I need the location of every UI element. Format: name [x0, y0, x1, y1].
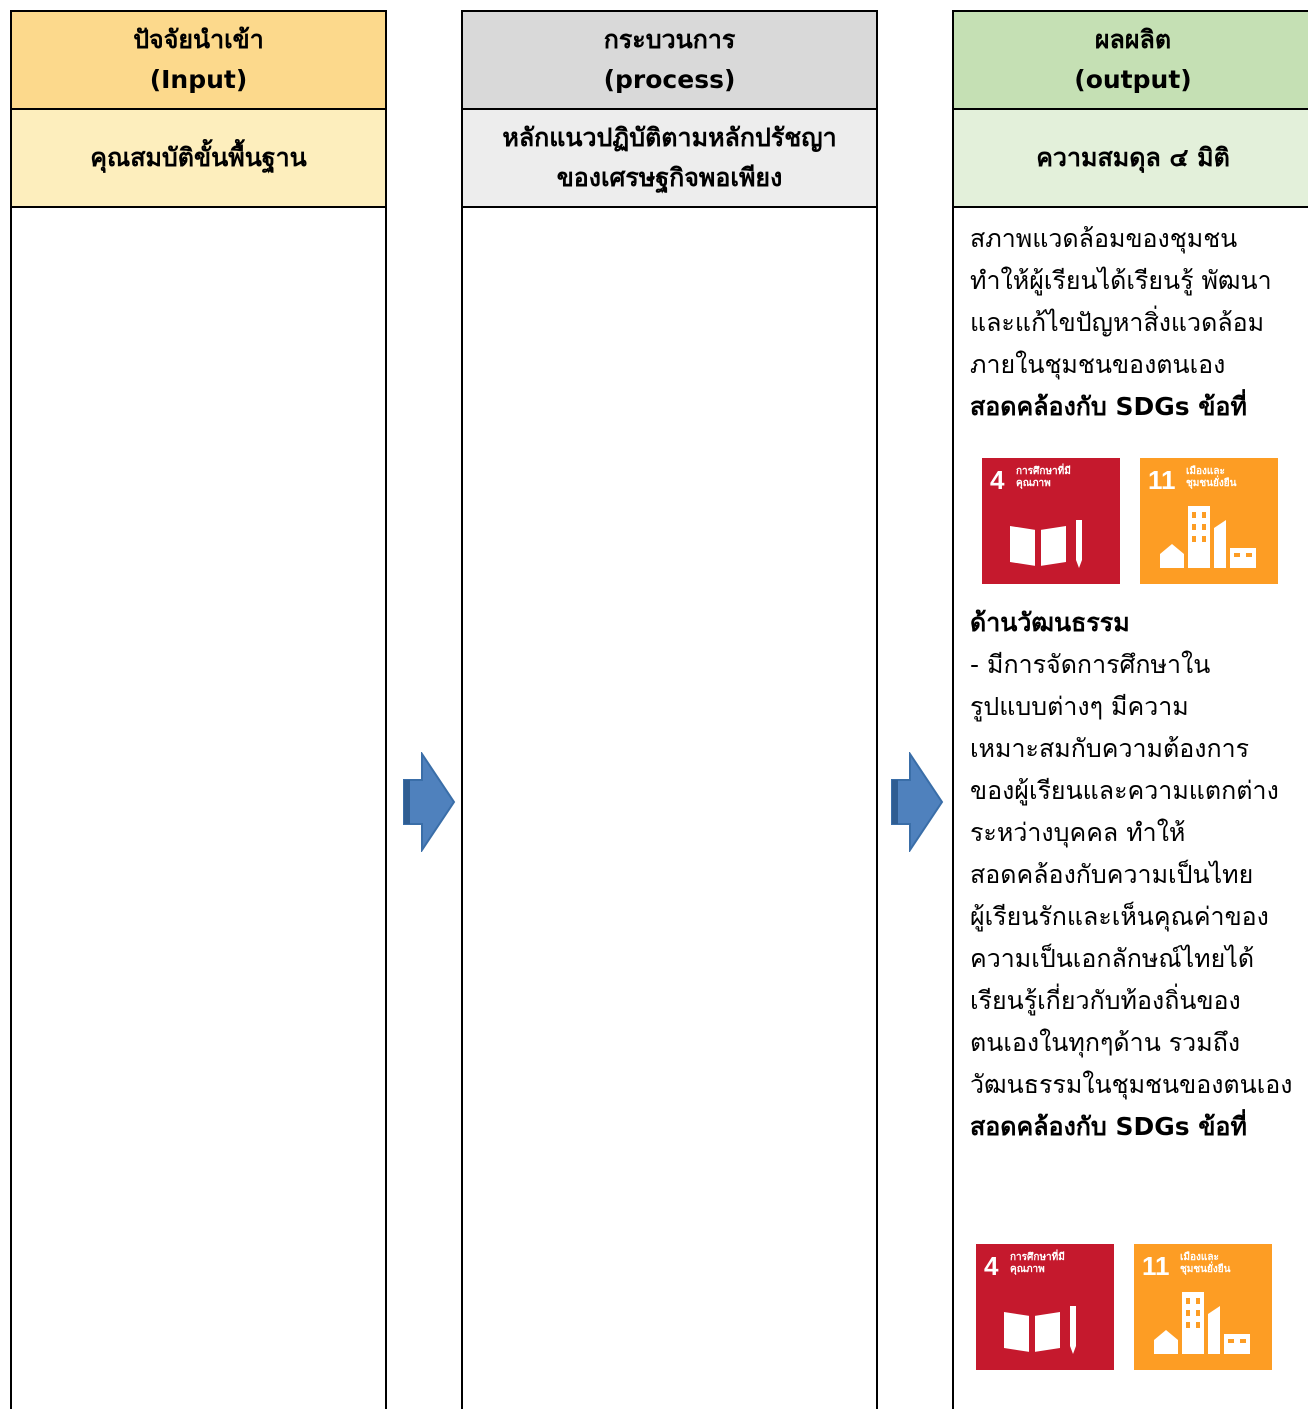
sdg-label-text: การศึกษาที่มี คุณภาพ	[1010, 1252, 1065, 1275]
arrow-right-icon	[400, 752, 458, 852]
arrow-right-icon	[888, 752, 946, 852]
culture-line: เรียนรู้เกี่ยวกับท้องถิ่นของ	[970, 986, 1241, 1015]
culture-line: ตนเองในทุกๆด้าน รวมถึง	[970, 1028, 1241, 1057]
culture-paragraph	[970, 602, 1306, 1148]
output-subtitle: (output)	[1074, 65, 1192, 94]
input-subtitle: (Input)	[149, 65, 248, 94]
culture-line: - มีการจัดการศึกษาใน	[970, 650, 1211, 679]
env-line: และแก้ไขปัญหาสิ่งแวดล้อม	[970, 308, 1265, 337]
process-heading-line1: หลักแนวปฏิบัติตามหลักปรัชญา	[502, 123, 837, 152]
input-title: ปัจจัยนำเข้า	[133, 25, 264, 54]
culture-line: วัฒนธรรมในชุมชนของตนเอง	[970, 1070, 1293, 1099]
sdg-label: สอดคล้องกับ SDGs ข้อที่	[970, 392, 1247, 421]
sdg-number: 11	[1148, 465, 1176, 495]
culture-line: ความเป็นเอกลักษณ์ไทยได้	[970, 944, 1255, 973]
city-buildings-icon	[1140, 458, 1278, 584]
process-heading-line2: ของเศรษฐกิจพอเพียง	[556, 163, 783, 192]
sdg-goal-4-icon	[976, 1244, 1114, 1370]
book-pencil-icon	[982, 458, 1120, 584]
output-heading: ความสมดุล ๔ มิติ	[1036, 143, 1230, 172]
sdg-icons-row	[982, 458, 1278, 584]
output-column	[952, 10, 1308, 1409]
culture-line: สอดคล้องกับความเป็นไทย	[970, 860, 1254, 889]
culture-line: ระหว่างบุคคล ทำให้	[970, 818, 1186, 847]
culture-line: รูปแบบต่างๆ มีความ	[970, 692, 1189, 721]
culture-heading: ด้านวัฒนธรรม	[970, 608, 1130, 637]
output-title: ผลผลิต	[1094, 25, 1172, 54]
process-column	[461, 10, 878, 1409]
sdg-label-text: การศึกษาที่มี คุณภาพ	[1016, 466, 1071, 489]
sdg-goal-4-icon	[982, 458, 1120, 584]
sdg-number: 4	[990, 465, 1005, 495]
input-subheader	[12, 110, 385, 208]
culture-line: ของผู้เรียนและความแตกต่าง	[970, 776, 1279, 805]
process-header	[463, 12, 876, 110]
env-line: ทำให้ผู้เรียนได้เรียนรู้ พัฒนา	[970, 266, 1272, 295]
env-line: สภาพแวดล้อมของชุมชน	[970, 224, 1238, 253]
sdg-label-text: เมืองและ ชุมชนยั่งยืน	[1180, 1252, 1231, 1275]
sdg-label: สอดคล้องกับ SDGs ข้อที่	[970, 1112, 1247, 1141]
sdg-goal-11-icon	[1134, 1244, 1272, 1370]
sdg-icons-row	[976, 1244, 1272, 1370]
sdg-goal-11-icon	[1140, 458, 1278, 584]
book-pencil-icon	[976, 1244, 1114, 1370]
sdg-number: 11	[1142, 1251, 1170, 1281]
input-column	[10, 10, 387, 1409]
sdg-number: 4	[984, 1251, 999, 1281]
output-header	[954, 12, 1308, 110]
input-heading: คุณสมบัติขั้นพื้นฐาน	[90, 143, 307, 172]
sdg-label-text: เมืองและ ชุมชนยั่งยืน	[1186, 466, 1237, 489]
env-line: ภายในชุมชนของตนเอง	[970, 350, 1226, 379]
env-paragraph	[970, 218, 1306, 428]
process-subheader	[463, 110, 876, 208]
culture-line: ผู้เรียนรักและเห็นคุณค่าของ	[970, 902, 1269, 931]
city-buildings-icon	[1134, 1244, 1272, 1370]
culture-line: เหมาะสมกับความต้องการ	[970, 734, 1250, 763]
input-header	[12, 12, 385, 110]
output-subheader	[954, 110, 1308, 208]
process-title: กระบวนการ	[603, 25, 736, 54]
process-subtitle: (process)	[603, 65, 736, 94]
